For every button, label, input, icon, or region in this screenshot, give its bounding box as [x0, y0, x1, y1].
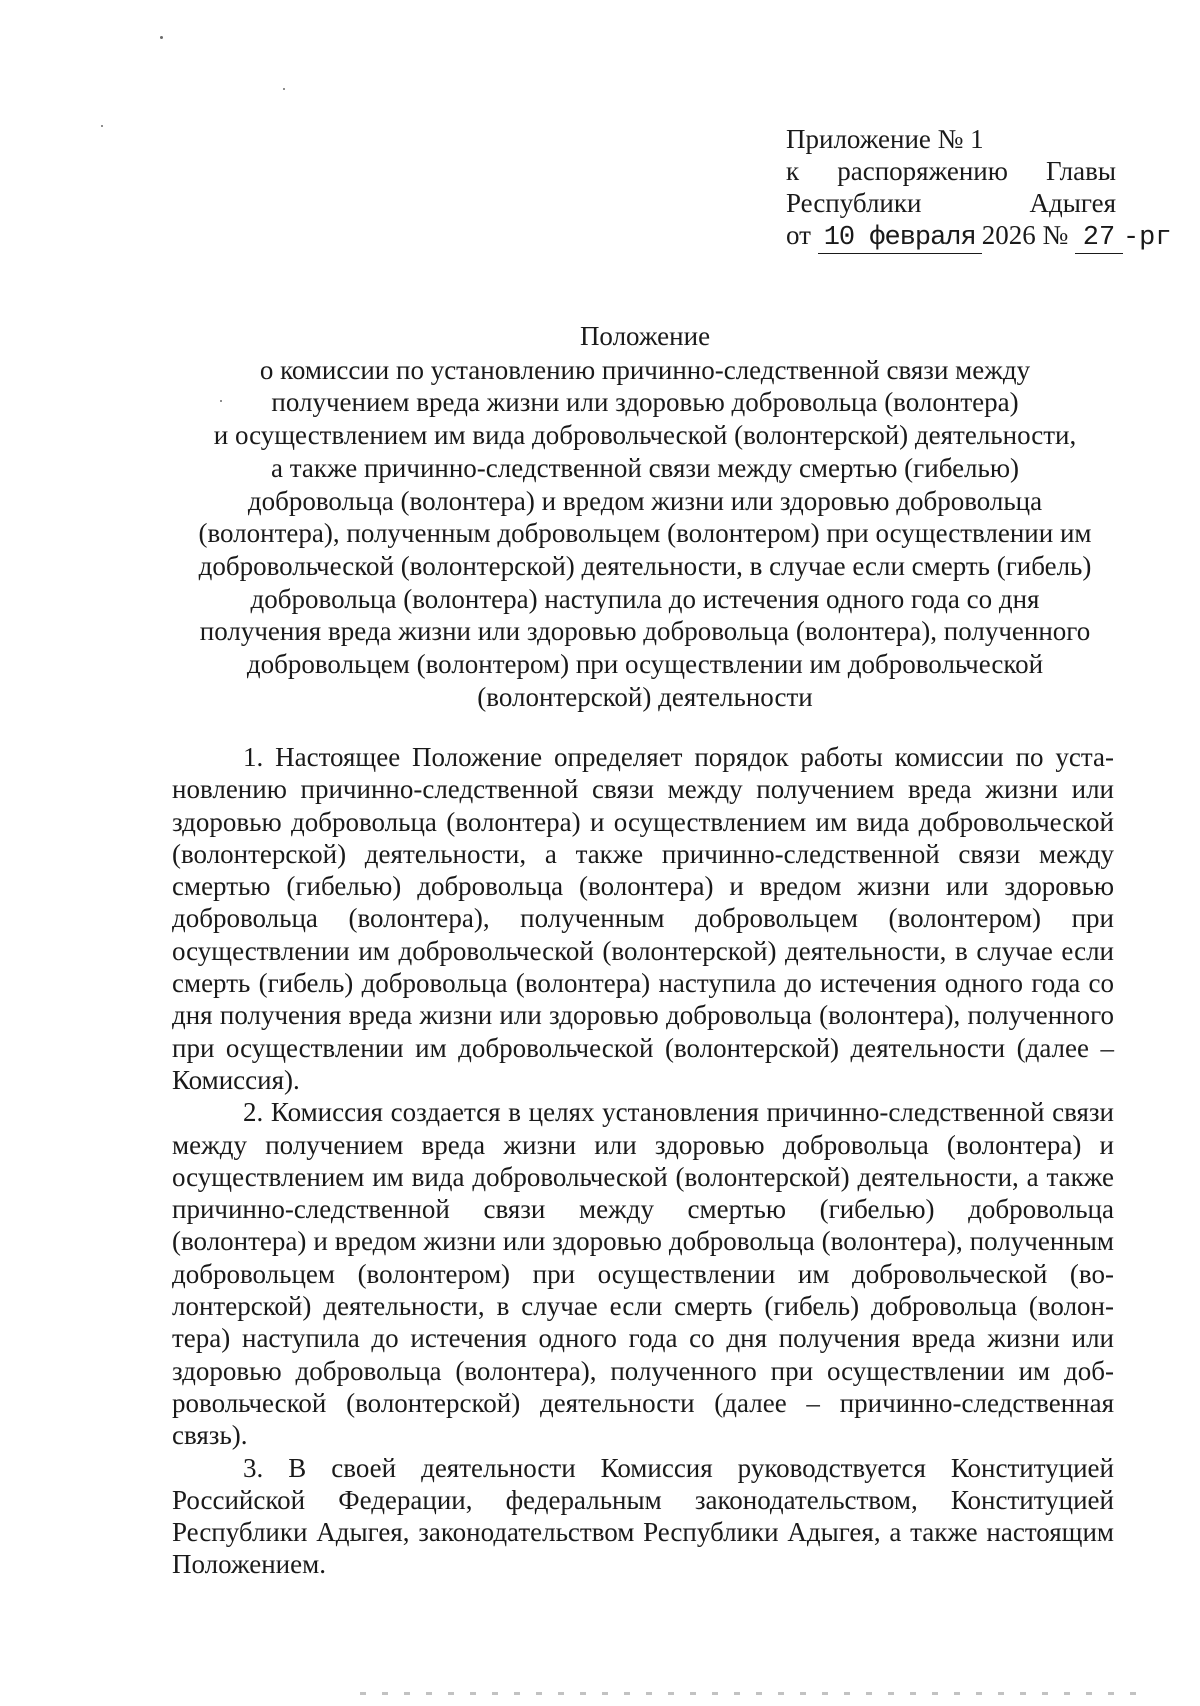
- title-line: а также причинно-следственной связи между смертью (гибелью): [270, 452, 1020, 483]
- scan-edge-noise: [360, 1692, 1140, 1695]
- scan-speck: [101, 125, 103, 127]
- title-line: добровольца (волонтера) и вредом жизни или здоровью добровольца: [247, 485, 1043, 516]
- year: 2026: [981, 220, 1036, 250]
- title-line: добровольца (волонтера) наступила до истечения одного года со дня: [250, 583, 1040, 614]
- number-field: 27: [1075, 223, 1123, 254]
- paragraph-3: 3. В своей деятельности Комиссия руководствуется Конституцией Российской Федерации, федеральным законодательством, Конституцией Республики Адыгея, законодательством Республики Адыгея, а также настоящим Положением.: [172, 1452, 1114, 1580]
- appendix-word: Адыгея: [1029, 188, 1116, 218]
- title-line: (волонтерской) деятельности: [477, 681, 813, 712]
- appendix-word: распоряжению: [837, 156, 1008, 186]
- title-line: добровольческой (волонтерской) деятельности, в случае если смерть (гибель): [198, 550, 1092, 581]
- appendix-number: Приложение № 1: [786, 124, 984, 154]
- number-suffix: -рг: [1122, 223, 1172, 253]
- date-prefix: от: [786, 220, 811, 250]
- document-title: Положение: [579, 321, 711, 351]
- appendix-word: к: [786, 156, 800, 186]
- appendix-word: Республики: [786, 188, 922, 218]
- title-line: получением вреда жизни или здоровью добровольца (волонтера): [271, 387, 1019, 418]
- number-sign: №: [1042, 220, 1069, 250]
- title-line: и осуществлением им вида добровольческой (волонтерской) деятельности,: [213, 420, 1077, 451]
- appendix-republic-line: [786, 187, 1116, 219]
- scan-speck: [283, 88, 285, 90]
- document-body: [172, 741, 1114, 1581]
- appendix-reference: [786, 123, 1172, 254]
- appendix-date-line: [786, 219, 1172, 254]
- appendix-word: Главы: [1046, 156, 1116, 186]
- paragraph-2: 2. Комиссия создается в целях установления причинно-следственной связи между получением вреда жизни или здоровью добровольца (волонтера) и осуществлением им вида добровольческой (волонтерской) деятельности, а также причинно-следственной связи между смертью (гибелью) добровольца (волонтера) и вредом жизни или здоровью добровольца (волонтера), полученным добровольцем (волонтером) при осуществлении им добровольческой (волонтерской) деятельности, в случае если смерть (гибель) добровольца (волонтера) наступила до истечения одного года со дня получения вреда жизни или здоровью добровольца (волонтера), полученного при осуществлении им добровольческой (волонтерской) деятельности (далее – причинно-следственная связь).: [172, 1097, 1114, 1451]
- title-line: о комиссии по установлению причинно-следственной связи между: [259, 354, 1031, 385]
- date-field: 10 февраля: [818, 223, 982, 254]
- scan-speck: [160, 36, 163, 39]
- title-line: добровольцем (волонтером) при осуществлении им добровольческой: [246, 649, 1044, 680]
- paragraph-1: 1. Настоящее Положение определяет порядок работы комиссии по установлению причинно-следственной связи между получением вреда жизни или здоровью добровольца (волонтера) и осуществлением им вида добровольческой (волонтерской) деятельности, а также причинно-следственной связи между смертью (гибелью) добровольца (волонтера) и вредом жизни или здоровью добровольца (волонтера), полученным добровольцем (волонтером) при осуществлении им добровольческой (волонтерской) деятельности, в случае если смерть (гибель) добровольца (волонтера) наступила до истечения одного года со дня получения вреда жизни или здоровью добровольца (волонтера), полученного при осуществлении им добровольческой (волонтерской) деятельности (далее – Комиссия).: [172, 742, 1114, 1095]
- document-title-block: [150, 320, 1140, 713]
- appendix-order-line: [786, 155, 1116, 187]
- title-line: получения вреда жизни или здоровью добровольца (волонтера), полученного: [199, 616, 1091, 647]
- title-line: (волонтера), полученным добровольцем (волонтером) при осуществлении им: [198, 518, 1092, 549]
